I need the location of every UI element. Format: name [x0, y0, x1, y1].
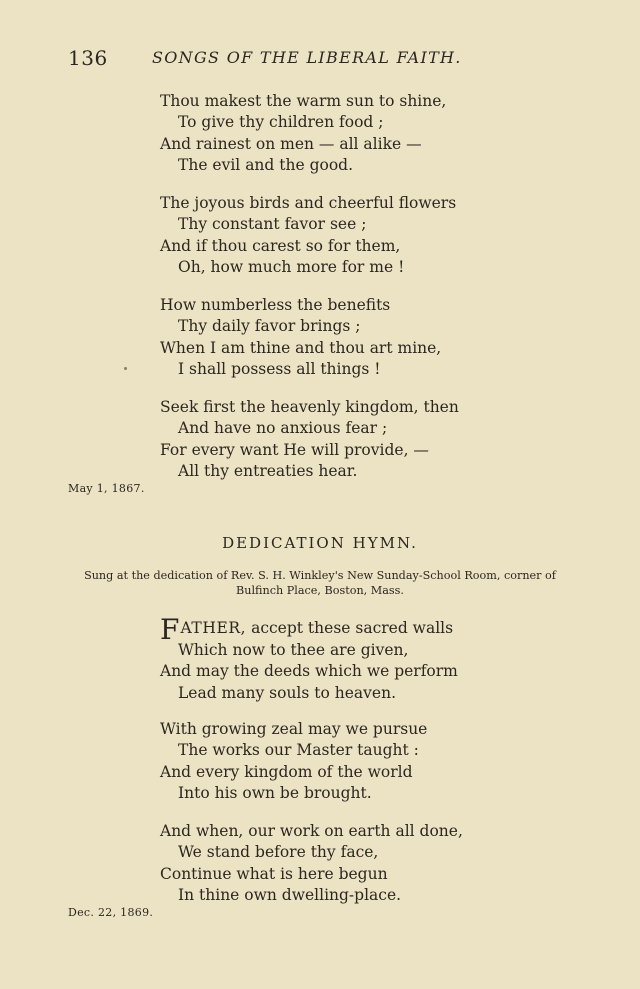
verse-line: And rainest on men — all alike —	[160, 134, 422, 153]
verse-line: Thy constant favor see ;	[178, 215, 367, 234]
verse-line: Into his own be brought.	[178, 784, 372, 803]
first-word: ATHER,	[180, 619, 247, 637]
running-head: SONGS OF THE LIBERAL FAITH.	[152, 48, 462, 67]
verse-line: The evil and the good.	[178, 156, 354, 175]
poem2-stanza-1	[160, 613, 580, 704]
verse-line: Thou makest the warm sun to shine,	[160, 92, 447, 110]
poem2-date: Dec. 22, 1869.	[68, 906, 154, 919]
verse-line: And if thou carest so for them,	[160, 236, 401, 255]
hymn-title: DEDICATION HYMN.	[222, 534, 418, 552]
drop-cap-letter: F	[160, 613, 180, 646]
verse-line: Oh, how much more for me !	[178, 258, 405, 277]
verse-line: When I am thine and thou art mine,	[160, 338, 442, 357]
verse-line: All thy entreaties hear.	[178, 462, 358, 481]
verse-line: And have no anxious fear ;	[178, 419, 388, 438]
verse-line: And when, our work on earth all done,	[160, 822, 463, 840]
verse-line: The joyous birds and cheerful flowers	[160, 194, 457, 212]
verse-line: In thine own dwelling-place.	[178, 886, 402, 905]
verse-line: Seek first the heavenly kingdom, then	[160, 398, 459, 416]
verse-line: The works our Master taught :	[178, 741, 419, 760]
verse-line: Continue what is here begun	[160, 864, 388, 883]
poem1-stanza-2	[160, 193, 580, 279]
verse-line: To give thy children food ;	[178, 113, 384, 132]
verse-line: How numberless the benefits	[160, 296, 391, 314]
verse-line: For every want He will provide, —	[160, 440, 429, 459]
page-number: 136	[68, 46, 108, 70]
poem2-stanza-2	[160, 719, 580, 805]
poem1-stanza-3	[160, 295, 580, 381]
poem1-date: May 1, 1867.	[68, 482, 145, 495]
verse-line: Which now to thee are given,	[178, 641, 409, 659]
first-line-rest: accept these sacred walls	[246, 619, 454, 637]
verse-line: We stand before thy face,	[178, 843, 379, 862]
verse-line: I shall possess all things !	[178, 360, 381, 379]
verse-line: With growing zeal may we pursue	[160, 720, 428, 738]
poem1-stanza-4	[160, 397, 580, 483]
hymn-subtitle: Sung at the dedication of Rev. S. H. Winkley's New Sunday-School Room, corner of Bulfinch Place, Boston, Mass.	[84, 569, 556, 597]
verse-line: And every kingdom of the world	[160, 762, 413, 781]
verse-line-first	[160, 613, 580, 646]
verse-line: And may the deeds which we perform	[160, 662, 458, 681]
paper-speck	[124, 367, 127, 370]
poem2-stanza-3	[160, 821, 580, 907]
verse-line: Thy daily favor brings ;	[178, 317, 361, 336]
poem1-stanza-1	[160, 91, 580, 177]
verse-line: Lead many souls to heaven.	[178, 683, 396, 702]
